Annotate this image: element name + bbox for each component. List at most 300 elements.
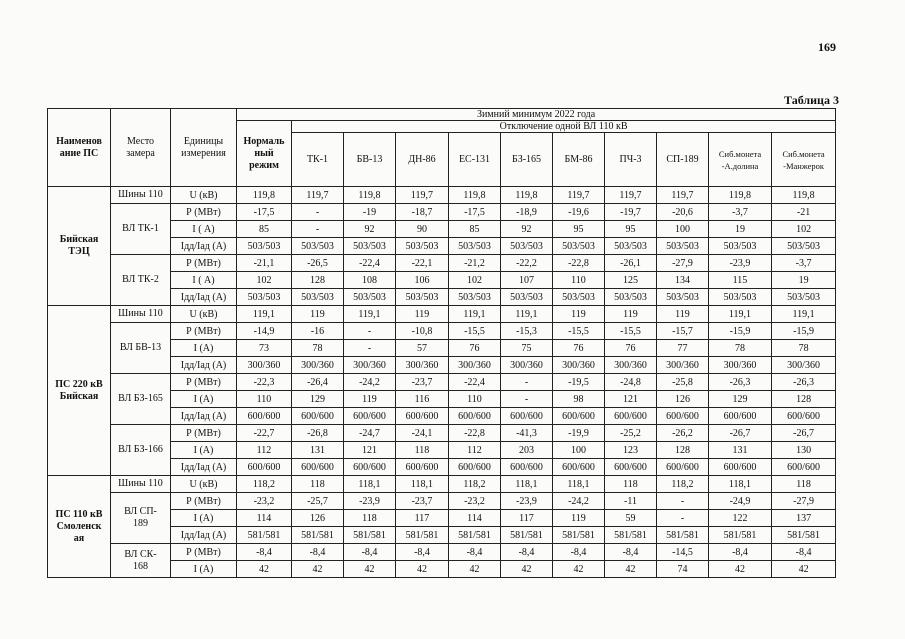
outage-value: 503/503 <box>292 238 344 255</box>
outage-value: 119,8 <box>449 187 501 204</box>
outage-value: 115 <box>709 272 772 289</box>
header-outage-1: ТК-1 <box>292 133 344 187</box>
outage-value: 119 <box>344 391 396 408</box>
header-substation: Наименов ание ПС <box>48 109 111 187</box>
outage-value: 119 <box>396 306 449 323</box>
outage-value: -19,7 <box>605 204 657 221</box>
outage-value: -26,5 <box>292 255 344 272</box>
outage-value: 117 <box>396 510 449 527</box>
outage-value: -8,4 <box>292 544 344 561</box>
outage-value: 203 <box>501 442 553 459</box>
outage-value: -22,4 <box>344 255 396 272</box>
outage-value: 300/360 <box>292 357 344 374</box>
outage-value: 300/360 <box>657 357 709 374</box>
outage-value: -11 <box>605 493 657 510</box>
outage-value: 503/503 <box>292 289 344 306</box>
outage-value: 107 <box>501 272 553 289</box>
unit-cell: U (кВ) <box>171 187 237 204</box>
outage-value: 57 <box>396 340 449 357</box>
unit-cell: I (А) <box>171 510 237 527</box>
outage-value: 300/360 <box>553 357 605 374</box>
outage-value: 131 <box>292 442 344 459</box>
outage-value: -26,4 <box>292 374 344 391</box>
outage-value: 118,1 <box>344 476 396 493</box>
header-outage-5: БЗ-165 <box>501 133 553 187</box>
header-outage-2: БВ-13 <box>344 133 396 187</box>
outage-value: 600/600 <box>344 408 396 425</box>
measurement-place: ВЛ ТК-1 <box>111 204 171 255</box>
outage-value: -25,2 <box>605 425 657 442</box>
outage-value: -8,4 <box>396 544 449 561</box>
outage-value: -24,9 <box>709 493 772 510</box>
outage-value: 125 <box>605 272 657 289</box>
outage-value: 503/503 <box>772 238 836 255</box>
outage-value: 119 <box>605 306 657 323</box>
outage-value: 503/503 <box>772 289 836 306</box>
outage-value: 122 <box>709 510 772 527</box>
outage-value: 600/600 <box>772 459 836 476</box>
outage-value: 100 <box>657 221 709 238</box>
table-caption: Таблица 3 <box>784 93 839 107</box>
normal-mode-value: -22,3 <box>237 374 292 391</box>
measurement-place: ВЛ БВ-13 <box>111 323 171 374</box>
outage-value: 118,1 <box>501 476 553 493</box>
outage-value: 102 <box>772 221 836 238</box>
outage-value: 76 <box>605 340 657 357</box>
normal-mode-value: 42 <box>237 561 292 578</box>
unit-cell: Iдд/Iад (А) <box>171 408 237 425</box>
normal-mode-value: 102 <box>237 272 292 289</box>
unit-cell: Р (МВт) <box>171 425 237 442</box>
outage-value: -41,3 <box>501 425 553 442</box>
outage-value: 581/581 <box>292 527 344 544</box>
outage-value: 600/600 <box>292 408 344 425</box>
outage-value: 581/581 <box>396 527 449 544</box>
outage-value: -27,9 <box>657 255 709 272</box>
outage-value: 119,1 <box>344 306 396 323</box>
outage-value: -19 <box>344 204 396 221</box>
outage-value: 128 <box>292 272 344 289</box>
unit-cell: Iдд/Iад (А) <box>171 238 237 255</box>
outage-value: 128 <box>772 391 836 408</box>
outage-value: 119 <box>292 306 344 323</box>
outage-value: 42 <box>292 561 344 578</box>
outage-value: 503/503 <box>709 238 772 255</box>
normal-mode-value: 503/503 <box>237 238 292 255</box>
outage-value: 600/600 <box>709 408 772 425</box>
outage-value: -22,4 <box>449 374 501 391</box>
outage-value: 119,7 <box>396 187 449 204</box>
outage-value: - <box>657 493 709 510</box>
outage-value: 600/600 <box>449 459 501 476</box>
outage-value: -21,2 <box>449 255 501 272</box>
outage-value: 503/503 <box>605 289 657 306</box>
outage-value: 600/600 <box>501 459 553 476</box>
table-row <box>48 425 836 442</box>
unit-cell: Iдд/Iад (А) <box>171 527 237 544</box>
measurement-place: Шины 110 <box>111 476 171 493</box>
outage-value: -19,9 <box>553 425 605 442</box>
outage-value: 119,1 <box>501 306 553 323</box>
outage-value: 42 <box>396 561 449 578</box>
outage-value: 503/503 <box>396 238 449 255</box>
outage-value: -14,5 <box>657 544 709 561</box>
outage-value: 503/503 <box>709 289 772 306</box>
outage-value: -8,4 <box>772 544 836 561</box>
unit-cell: Р (МВт) <box>171 374 237 391</box>
outage-value: -10,8 <box>396 323 449 340</box>
outage-value: 42 <box>501 561 553 578</box>
unit-cell: I (А) <box>171 340 237 357</box>
outage-value: 129 <box>709 391 772 408</box>
outage-value: -20,6 <box>657 204 709 221</box>
unit-cell: I (А) <box>171 391 237 408</box>
outage-value: 118,2 <box>657 476 709 493</box>
outage-value: -24,2 <box>553 493 605 510</box>
unit-cell: Iдд/Iад (А) <box>171 459 237 476</box>
outage-value: 600/600 <box>344 459 396 476</box>
header-outage-8: СП-189 <box>657 133 709 187</box>
substation-name: ПС 220 кВ Бийская <box>48 306 111 476</box>
outage-value: 600/600 <box>709 459 772 476</box>
outage-value: 100 <box>553 442 605 459</box>
outage-value: 600/600 <box>292 459 344 476</box>
outage-value: 42 <box>709 561 772 578</box>
outage-value: 121 <box>344 442 396 459</box>
outage-value: 600/600 <box>605 408 657 425</box>
outage-value: -15,9 <box>772 323 836 340</box>
outage-value: -19,5 <box>553 374 605 391</box>
outage-value: 119 <box>553 510 605 527</box>
outage-value: 503/503 <box>657 238 709 255</box>
outage-value: -16 <box>292 323 344 340</box>
outage-value: 581/581 <box>553 527 605 544</box>
outage-value: 119,8 <box>772 187 836 204</box>
header-outage: Отключение одной ВЛ 110 кВ <box>292 121 836 133</box>
outage-value: -23,7 <box>396 374 449 391</box>
header-season: Зимний минимум 2022 года <box>237 109 836 121</box>
outage-value: 300/360 <box>772 357 836 374</box>
outage-value: 75 <box>501 340 553 357</box>
outage-value: 503/503 <box>553 238 605 255</box>
outage-value: 119,1 <box>709 306 772 323</box>
normal-mode-value: -14,9 <box>237 323 292 340</box>
outage-value: 116 <box>396 391 449 408</box>
outage-value: 503/503 <box>501 289 553 306</box>
table-row <box>48 374 836 391</box>
outage-value: 42 <box>344 561 396 578</box>
outage-value: -25,8 <box>657 374 709 391</box>
outage-value: 95 <box>553 221 605 238</box>
outage-value: -3,7 <box>709 204 772 221</box>
outage-value: 119,8 <box>501 187 553 204</box>
outage-value: -8,4 <box>449 544 501 561</box>
outage-value: 503/503 <box>605 238 657 255</box>
outage-value: 102 <box>449 272 501 289</box>
outage-value: 119,1 <box>449 306 501 323</box>
measurement-place: Шины 110 <box>111 306 171 323</box>
unit-cell: I ( А) <box>171 272 237 289</box>
unit-cell: U (кВ) <box>171 476 237 493</box>
outage-value: 600/600 <box>553 459 605 476</box>
outage-value: -18,7 <box>396 204 449 221</box>
outage-value: 110 <box>449 391 501 408</box>
normal-mode-value: 600/600 <box>237 408 292 425</box>
outage-value: - <box>344 340 396 357</box>
outage-value: 581/581 <box>449 527 501 544</box>
outage-value: 119,7 <box>605 187 657 204</box>
outage-value: 118 <box>396 442 449 459</box>
outage-value: -15,5 <box>605 323 657 340</box>
outage-value: -26,8 <box>292 425 344 442</box>
outage-value: 131 <box>709 442 772 459</box>
unit-cell: Р (МВт) <box>171 204 237 221</box>
outage-value: 129 <box>292 391 344 408</box>
outage-value: - <box>292 221 344 238</box>
normal-mode-value: -21,1 <box>237 255 292 272</box>
outage-value: 117 <box>501 510 553 527</box>
outage-value: 581/581 <box>344 527 396 544</box>
outage-value: 126 <box>657 391 709 408</box>
normal-mode-value: 503/503 <box>237 289 292 306</box>
measurement-place: ВЛ ТК-2 <box>111 255 171 306</box>
substation-name: ПС 110 кВ Смоленск ая <box>48 476 111 578</box>
outage-value: 503/503 <box>449 238 501 255</box>
outage-value: 42 <box>553 561 605 578</box>
outage-value: -15,9 <box>709 323 772 340</box>
unit-cell: I (А) <box>171 561 237 578</box>
normal-mode-value: -17,5 <box>237 204 292 221</box>
page-number: 169 <box>818 40 836 54</box>
outage-value: -8,4 <box>709 544 772 561</box>
header-normal-mode: Нормаль ный режим <box>237 121 292 187</box>
outage-value: 118,1 <box>553 476 605 493</box>
outage-value: 300/360 <box>709 357 772 374</box>
header-outage-3: ДН-86 <box>396 133 449 187</box>
outage-value: 121 <box>605 391 657 408</box>
outage-value: -26,3 <box>772 374 836 391</box>
normal-mode-value: 110 <box>237 391 292 408</box>
outage-value: - <box>501 391 553 408</box>
outage-value: 600/600 <box>449 408 501 425</box>
outage-value: 85 <box>449 221 501 238</box>
header-place: Место замера <box>111 109 171 187</box>
outage-value: 581/581 <box>605 527 657 544</box>
outage-value: -24,8 <box>605 374 657 391</box>
outage-value: 42 <box>772 561 836 578</box>
header-outage-10: Сиб.монета -Манжерок <box>772 133 836 187</box>
substation-name: Бийская ТЭЦ <box>48 187 111 306</box>
outage-value: -23,7 <box>396 493 449 510</box>
header-outage-6: БМ-86 <box>553 133 605 187</box>
outage-value: -23,9 <box>501 493 553 510</box>
outage-value: -24,7 <box>344 425 396 442</box>
unit-cell: I ( А) <box>171 221 237 238</box>
outage-value: 119,7 <box>553 187 605 204</box>
outage-value: 600/600 <box>605 459 657 476</box>
outage-value: 300/360 <box>501 357 553 374</box>
outage-value: - <box>292 204 344 221</box>
outage-value: - <box>501 374 553 391</box>
outage-value: 78 <box>292 340 344 357</box>
unit-cell: U (кВ) <box>171 306 237 323</box>
outage-value: 59 <box>605 510 657 527</box>
outage-value: -26,7 <box>709 425 772 442</box>
outage-value: 19 <box>709 221 772 238</box>
normal-mode-value: 85 <box>237 221 292 238</box>
table-body <box>48 187 836 578</box>
outage-value: -15,3 <box>501 323 553 340</box>
outage-value: 134 <box>657 272 709 289</box>
outage-value: 76 <box>449 340 501 357</box>
outage-value: 600/600 <box>657 408 709 425</box>
outage-value: 503/503 <box>501 238 553 255</box>
outage-value: - <box>344 323 396 340</box>
unit-cell: Р (МВт) <box>171 323 237 340</box>
outage-value: 118,1 <box>396 476 449 493</box>
outage-value: 503/503 <box>553 289 605 306</box>
normal-mode-value: -8,4 <box>237 544 292 561</box>
outage-value: 600/600 <box>657 459 709 476</box>
outage-value: -8,4 <box>501 544 553 561</box>
unit-cell: I (А) <box>171 442 237 459</box>
unit-cell: Р (МВт) <box>171 544 237 561</box>
outage-value: 119 <box>553 306 605 323</box>
outage-value: 600/600 <box>553 408 605 425</box>
table-row <box>48 187 836 204</box>
outage-value: 77 <box>657 340 709 357</box>
outage-value: -25,7 <box>292 493 344 510</box>
outage-value: 112 <box>449 442 501 459</box>
outage-value: - <box>657 510 709 527</box>
outage-value: 300/360 <box>449 357 501 374</box>
outage-value: -15,5 <box>449 323 501 340</box>
outage-value: 123 <box>605 442 657 459</box>
outage-value: 118 <box>605 476 657 493</box>
outage-value: 503/503 <box>344 238 396 255</box>
outage-value: 128 <box>657 442 709 459</box>
outage-value: 581/581 <box>501 527 553 544</box>
outage-value: 42 <box>449 561 501 578</box>
outage-value: 98 <box>553 391 605 408</box>
outage-value: -22,8 <box>449 425 501 442</box>
outage-value: 114 <box>449 510 501 527</box>
unit-cell: Iдд/Iад (А) <box>171 289 237 306</box>
measurement-place: ВЛ БЗ-166 <box>111 425 171 476</box>
header-outage-4: ЕС-131 <box>449 133 501 187</box>
data-table <box>47 108 836 578</box>
outage-value: 118 <box>344 510 396 527</box>
outage-value: 119,7 <box>657 187 709 204</box>
normal-mode-value: 300/360 <box>237 357 292 374</box>
outage-value: -22,2 <box>501 255 553 272</box>
unit-cell: Iдд/Iад (А) <box>171 357 237 374</box>
outage-value: 118,2 <box>449 476 501 493</box>
measurement-place: ВЛ СК- 168 <box>111 544 171 578</box>
outage-value: 503/503 <box>344 289 396 306</box>
outage-value: -3,7 <box>772 255 836 272</box>
outage-value: 110 <box>553 272 605 289</box>
outage-value: -8,4 <box>605 544 657 561</box>
normal-mode-value: 581/581 <box>237 527 292 544</box>
outage-value: 95 <box>605 221 657 238</box>
outage-value: -26,2 <box>657 425 709 442</box>
outage-value: 78 <box>709 340 772 357</box>
outage-value: -18,9 <box>501 204 553 221</box>
outage-value: -8,4 <box>553 544 605 561</box>
outage-value: 300/360 <box>344 357 396 374</box>
normal-mode-value: -22,7 <box>237 425 292 442</box>
outage-value: 74 <box>657 561 709 578</box>
outage-value: 503/503 <box>657 289 709 306</box>
normal-mode-value: -23,2 <box>237 493 292 510</box>
outage-value: -23,9 <box>344 493 396 510</box>
outage-value: 600/600 <box>396 459 449 476</box>
outage-value: -26,7 <box>772 425 836 442</box>
outage-value: -26,3 <box>709 374 772 391</box>
outage-value: -21 <box>772 204 836 221</box>
outage-value: -15,7 <box>657 323 709 340</box>
outage-value: 600/600 <box>772 408 836 425</box>
normal-mode-value: 118,2 <box>237 476 292 493</box>
outage-value: -24,1 <box>396 425 449 442</box>
outage-value: -19,6 <box>553 204 605 221</box>
measurement-place: ВЛ БЗ-165 <box>111 374 171 425</box>
measurement-place: ВЛ СП- 189 <box>111 493 171 544</box>
unit-cell: Р (МВт) <box>171 493 237 510</box>
outage-value: 581/581 <box>709 527 772 544</box>
normal-mode-value: 119,1 <box>237 306 292 323</box>
header-outage-9: Сиб.монета -А.долина <box>709 133 772 187</box>
outage-value: 92 <box>344 221 396 238</box>
table-row <box>48 476 836 493</box>
normal-mode-value: 73 <box>237 340 292 357</box>
outage-value: -17,5 <box>449 204 501 221</box>
outage-value: -26,1 <box>605 255 657 272</box>
table-row <box>48 544 836 561</box>
outage-value: 503/503 <box>449 289 501 306</box>
header-outage-7: ПЧ-3 <box>605 133 657 187</box>
outage-value: 300/360 <box>396 357 449 374</box>
header-unit: Единицы измерения <box>171 109 237 187</box>
outage-value: 90 <box>396 221 449 238</box>
outage-value: 130 <box>772 442 836 459</box>
outage-value: 19 <box>772 272 836 289</box>
outage-value: 119,8 <box>344 187 396 204</box>
normal-mode-value: 119,8 <box>237 187 292 204</box>
outage-value: 78 <box>772 340 836 357</box>
outage-value: 119,8 <box>709 187 772 204</box>
outage-value: 118,1 <box>709 476 772 493</box>
normal-mode-value: 112 <box>237 442 292 459</box>
outage-value: 600/600 <box>396 408 449 425</box>
table-row <box>48 323 836 340</box>
unit-cell: Р (МВт) <box>171 255 237 272</box>
outage-value: 503/503 <box>396 289 449 306</box>
outage-value: -27,9 <box>772 493 836 510</box>
outage-value: 600/600 <box>501 408 553 425</box>
table-header <box>48 109 836 187</box>
outage-value: 118 <box>772 476 836 493</box>
outage-value: 119,7 <box>292 187 344 204</box>
outage-value: 581/581 <box>772 527 836 544</box>
outage-value: 119,1 <box>772 306 836 323</box>
outage-value: 42 <box>605 561 657 578</box>
table-row <box>48 306 836 323</box>
outage-value: -22,8 <box>553 255 605 272</box>
outage-value: -8,4 <box>344 544 396 561</box>
table-row <box>48 255 836 272</box>
